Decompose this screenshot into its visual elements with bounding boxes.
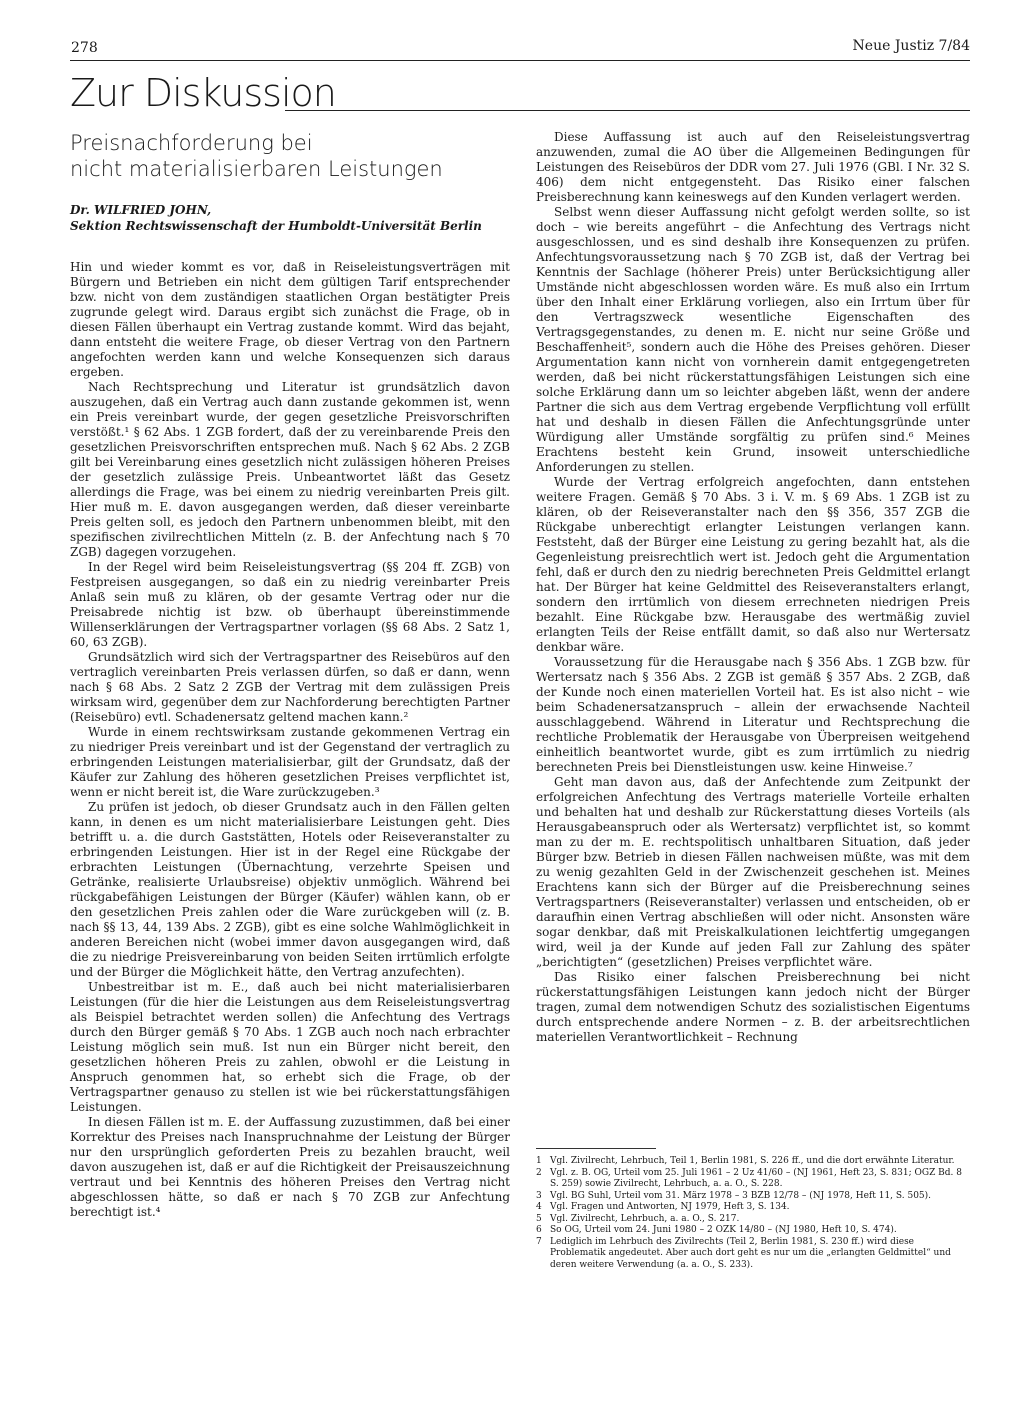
footnotes [536, 1156, 970, 1271]
footnote [536, 1214, 970, 1226]
author-name: Dr. WILFRIED JOHN, [70, 203, 212, 217]
footnote-number: 2 [536, 1167, 542, 1178]
footnote-number: 5 [536, 1213, 542, 1224]
footnote-rule [536, 1148, 656, 1149]
paragraph: Selbst wenn dieser Auffassung nicht gefolgt werden sollte, so ist doch – wie bereits angeführt – die Anfechtung des Vertrags nicht ausgeschlossen, und es sind deshalb ihre Konsequenzen zu prüfen. Anfechtungsvoraussetzung nach § 70 ZGB ist, daß der Vertrag bei Kenntnis der Sachlage (höherer Preis) unter Berücksichtigung aller Umstände nicht abgeschlossen worden wäre. Es muß also ein Irrtum über den Inhalt einer Erklärung vorliegen, also ein Irrtum über für den Vertragszweck wesentliche Eigenschaften des Vertragsgegenstandes, zu denen m. E. nicht nur seine Größe und Beschaffenheit⁵, sondern auch die Höhe des Preises gehören. Dieser Argumentation kann nicht von vornherein damit entgegengetreten werden, daß bei nicht rückerstattungsfähigen Leistungen sich eine solche Erklärung dann um so leichter abgeben läßt, wenn der andere Partner die sich aus dem Vertrag ergebende Verpflichtung voll erfüllt hat und deshalb in diesen Fällen die Anfechtungsgründe unter Würdigung aller Umstände sorgfältig zu prüfen sind.⁶ Meines Erachtens besteht kein Grund, insoweit unterschiedliche Anforderungen zu stellen. [536, 205, 970, 474]
footnote-text: Vgl. Zivilrecht, Lehrbuch, Teil 1, Berlin 1981, S. 226 ff., und die dort erwähnte Literatur. [550, 1156, 955, 1166]
page-number: 278 [71, 40, 98, 56]
footnote [536, 1202, 970, 1214]
footnote-number: 6 [536, 1225, 542, 1235]
header-rule [70, 60, 970, 61]
footnote-text: Vgl. BG Suhl, Urteil vom 31. März 1978 – 3 BZB 12/78 – (NJ 1978, Heft 11, S. 505). [550, 1190, 932, 1201]
footnote-number: 1 [536, 1156, 542, 1166]
article-title-line-2: nicht materialisierbaren Leistungen [70, 157, 443, 181]
footnote [536, 1225, 970, 1237]
paragraph: Diese Auffassung ist auch auf den Reiseleistungsvertrag anzuwenden, zumal die AO über die Allgemeinen Bedingungen für Leistungen des Reisebüros der DDR vom 27. Juli 1976 (GBl. I Nr. 32 S. 406) dem nicht entgegensteht. Das Risiko einer falschen Preisberechnung kann keineswegs auf den Kunden verlagert werden. [536, 130, 970, 204]
paragraph: Wurde in einem rechtswirksam zustande gekommenen Vertrag ein zu niedriger Preis vereinbart und ist der Gegenstand der vertraglich zu erbringenden Leistungen materialisierbar, gilt der Grundsatz, daß der Käufer zur Zahlung des höheren gesetzlichen Preises verpflichtet ist, wenn er nicht bereit ist, die Ware zurückzugeben.³ [70, 725, 510, 799]
paragraph: In diesen Fällen ist m. E. der Auffassung zuzustimmen, daß bei einer Korrektur des Preises nach Inanspruchnahme der Leistung der Bürger nur den ursprünglich geforderten Preis zu bezahlen braucht, weil davon auszugehen ist, daß er auf die Richtigkeit der Preisauszeichnung vertraut und bei Kenntnis des höheren Preises den Vertrag nicht abgeschlossen hätte, so daß er nach § 70 ZGB zur Anfechtung berechtigt ist.⁴ [70, 1115, 510, 1219]
section-heading: Zur Diskussion [70, 71, 336, 115]
left-column [70, 260, 510, 1220]
paragraph: Geht man davon aus, daß der Anfechtende zum Zeitpunkt der erfolgreichen Anfechtung des Vertrags materielle Vorteile erhalten und behalten hat und deshalb zur Rückerstattung dieses Vorteils (als Herausgabeanspruch oder als Wertersatz) verpflichtet ist, so kommt man zu der m. E. rechtspolitisch unhaltbaren Situation, daß jeder Bürger bzw. Betrieb in diesen Fällen nachweisen müßte, was mit dem zu wenig gezahlten Geld in der Zwischenzeit geschehen ist. Meines Erachtens kann sich der Bürger auf die Preisberechnung seines Vertragspartners (Reiseveranstalter) verlassen und entscheiden, ob er daraufhin einen Vertrag abschließen will oder nicht. Ansonsten wäre sogar denkbar, daß mit Preiskalkulationen leichtfertig umgegangen wird, weil ja der Kunde auf jeden Fall zur Zahlung des später „berichtigten“ (gesetzlichen) Preises verpflichtet wäre. [536, 775, 970, 969]
footnote-text: Vgl. Zivilrecht, Lehrbuch, a. a. O., S. 217. [550, 1213, 740, 1224]
footnote-text: Vgl. z. B. OG, Urteil vom 25. Juli 1961 – 2 Uz 41/60 – (NJ 1961, Heft 23, S. 831; OGZ Bd. 8 S. 259) sowie Zivilrecht, Lehrbuch, a. a. O., S. 228. [550, 1167, 963, 1189]
byline [70, 202, 510, 234]
paragraph: Unbestreitbar ist m. E., daß auch bei nicht materialisierbaren Leistungen (für die hier die Leistungen aus dem Reiseleistungsvertrag als Beispiel betrachtet werden sollen) die Anfechtung des Vertrags durch den Bürger gemäß § 70 Abs. 1 ZGB auch noch nach erbrachter Leistung möglich sein muß. Ist nun ein Bürger nicht bereit, den gesetzlichen höheren Preis zu zahlen, obwohl er die Leistung in Anspruch genommen hat, so erhebt sich die Frage, ob der Vertragspartner genauso zu stellen ist wie bei rückerstattungsfähigen Leistungen. [70, 980, 510, 1114]
footnote [536, 1191, 970, 1203]
paragraph: Wurde der Vertrag erfolgreich angefochten, dann entstehen weitere Fragen. Gemäß § 70 Abs. 3 i. V. m. § 69 Abs. 1 ZGB ist zu klären, ob der Reiseveranstalter nach den §§ 356, 357 ZGB die Rückgabe unberechtigt erlangter Leistungen verlangen kann. Feststeht, daß der Bürger eine Leistung zu gering bezahlt hat, als die Gegenleistung preisrechtlich wert ist. Jedoch geht die Argumentation fehl, daß er durch den zu niedrig berechneten Preis Geldmittel erlangt hat. Der Bürger hat keine Geldmittel des Reiseveranstalters erlangt, sondern den irrtümlich von diesem errechneten niedrigen Preis bezahlt. Eine Rückgabe bzw. Herausgabe des wertmäßig zuviel erlangten Teils der Reise entfällt damit, so daß also nur Wertersatz denkbar wäre. [536, 475, 970, 654]
footnote [536, 1237, 970, 1272]
journal-issue: Neue Justiz 7/84 [852, 38, 970, 54]
footnote [536, 1156, 970, 1168]
footnote-text: Vgl. Fragen und Antworten, NJ 1979, Heft 3, S. 134. [550, 1202, 790, 1212]
article-title-line-1: Preisnachforderung bei [70, 131, 313, 155]
footnote-number: 7 [536, 1236, 542, 1247]
footnote [536, 1168, 970, 1191]
paragraph: Hin und wieder kommt es vor, daß in Reiseleistungsverträgen mit Bürgern und Betrieben ein nicht dem gültigen Tarif entsprechender bzw. nicht von dem zuständigen staatlichen Organ bestätigter Preis zugrunde gelegt wird. Daraus ergibt sich zunächst die Frage, ob in diesen Fällen überhaupt ein Vertrag zustande kommt. Wird das bejaht, dann entsteht die weitere Frage, ob dieser Vertrag von den Partnern angefochten werden kann und welche Konsequenzen sich daraus ergeben. [70, 260, 510, 379]
paragraph: Zu prüfen ist jedoch, ob dieser Grundsatz auch in den Fällen gelten kann, in denen es um nicht materialisierbare Leistungen geht. Dies betrifft u. a. die durch Gaststätten, Hotels oder Reiseveranstalter zu erbringenden Leistungen. Hier ist in der Regel eine Rückgabe der erbrachten Leistungen (Übernachtung, verzehrte Speisen und Getränke, realisierte Urlaubsreise) objektiv unmöglich. Während bei rückgabefähigen Leistungen der Bürger (Käufer) wählen kann, ob er den gesetzlichen Preis zahlen oder die Ware zurückgeben will (z. B. nach §§ 13, 44, 139 Abs. 2 ZGB), gibt es eine solche Wahlmöglichkeit in anderen Bereichen nicht (wobei immer davon ausgegangen wird, daß die zu niedrige Preisvereinbarung von beiden Seiten irrtümlich erfolgte und der Bürger die Möglichkeit hätte, den Vertrag anzufechten). [70, 800, 510, 979]
footnote-text: So OG, Urteil vom 24. Juni 1980 – 2 OZK 14/80 – (NJ 1980, Heft 10, S. 474). [550, 1225, 897, 1235]
footnote-text: Lediglich im Lehrbuch des Zivilrechts (Teil 2, Berlin 1981, S. 230 ff.) wird diese Problematik angedeutet. Aber auch dort geht es nur um die „erlangten Geldmittel“ und deren weitere Verwendung (a. a. O., S. 233). [550, 1236, 951, 1270]
right-column [536, 130, 970, 1045]
paragraph: Das Risiko einer falschen Preisberechnung bei nicht rückerstattungsfähigen Leistungen kann jedoch nicht der Bürger tragen, zumal dem notwendigen Schutz des sozialistischen Eigentums durch entsprechende andere Normen – z. B. der arbeitsrechtlichen materiellen Verantwortlichkeit – Rechnung [536, 970, 970, 1044]
footnote-number: 4 [536, 1202, 542, 1212]
paragraph: Grundsätzlich wird sich der Vertragspartner des Reisebüros auf den vertraglich vereinbarten Preis verlassen dürfen, so daß er dann, wenn nach § 68 Abs. 2 Satz 2 ZGB der Vertrag mit dem zulässigen Preis wirksam wird, gegenüber dem zur Nachforderung berechtigten Partner (Reisebüro) evtl. Schadenersatz geltend machen kann.² [70, 650, 510, 724]
paragraph: Voraussetzung für die Herausgabe nach § 356 Abs. 1 ZGB bzw. für Wertersatz nach § 356 Abs. 2 ZGB ist gemäß § 357 Abs. 2 ZGB, daß der Kunde noch einen materiellen Vorteil hat. Es ist also nicht – wie beim Schadenersatzanspruch – allein der erwachsende Nachteil ausschlaggebend. Während in Literatur und Rechtsprechung die rechtliche Problematik der Herausgabe von Überpreisen weitgehend einheitlich beantwortet wurde, gibt es zum irrtümlich zu niedrig berechneten Preis bei Dienstleistungen usw. keine Hinweise.⁷ [536, 655, 970, 774]
article-title [70, 130, 510, 182]
paragraph: Nach Rechtsprechung und Literatur ist grundsätzlich davon auszugehen, daß ein Vertrag auch dann zustande gekommen ist, wenn ein Preis vereinbart wurde, der gegen gesetzliche Preisvorschriften verstößt.¹ § 62 Abs. 1 ZGB fordert, daß der zu vereinbarende Preis den gesetzlichen Preisvorschriften entsprechen muß. Nach § 62 Abs. 2 ZGB gilt bei Vereinbarung eines gesetzlich nicht zulässigen höheren Preises der gesetzlich zulässige Preis. Unbeantwortet läßt das Gesetz allerdings die Frage, was bei einem zu niedrig vereinbarten Preis gilt. Hier muß m. E. davon ausgegangen werden, daß dieser vereinbarte Preis gelten soll, es jedoch den Partnern unbenommen bleibt, mit den spezifischen zivilrechtlichen Mitteln (z. B. der Anfechtung nach § 70 ZGB) dagegen vorzugehen. [70, 380, 510, 559]
footnote-number: 3 [536, 1190, 542, 1201]
author-affiliation: Sektion Rechtswissenschaft der Humboldt-Universität Berlin [70, 219, 482, 233]
paragraph: In der Regel wird beim Reiseleistungsvertrag (§§ 204 ff. ZGB) von Festpreisen ausgegangen, so daß ein zu niedrig vereinbarter Preis Anlaß sein muß zu klären, ob der gesamte Vertrag oder nur die Preisabrede nichtig ist bzw. ob überhaupt übereinstimmende Willenserklärungen der Vertragspartner vorlagen (§§ 68 Abs. 2 Satz 1, 60, 63 ZGB). [70, 560, 510, 649]
section-rule [285, 110, 970, 111]
